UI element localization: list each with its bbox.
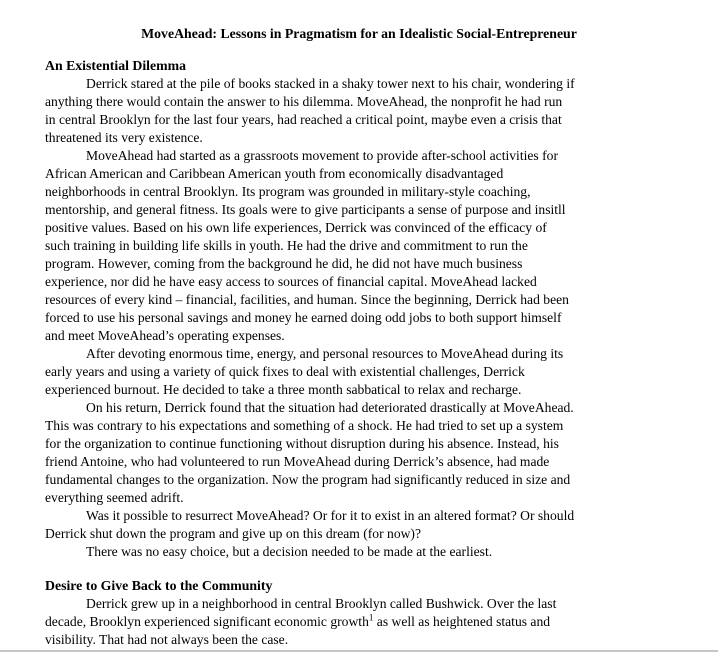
paragraph-line: early years and using a variety of quick fixes to deal with existential challenges, Derrick xyxy=(45,364,525,379)
paragraph-line: and meet MoveAhead’s operating expenses. xyxy=(45,328,285,343)
paragraph-line: After devoting enormous time, energy, and personal resources to MoveAhead during its xyxy=(86,346,564,361)
paragraph-line: anything there would contain the answer to his dilemma. MoveAhead, the nonprofit he had run xyxy=(45,94,563,109)
paragraph-line: MoveAhead had started as a grassroots movement to provide after-school activities for xyxy=(86,148,558,163)
paragraph-line: such training in building life skills in youth. He had the drive and commitment to run the xyxy=(45,238,528,253)
paragraph-line: forced to use his personal savings and money he earned doing odd jobs to both support himself xyxy=(45,310,562,325)
paragraph-line: Was it possible to resurrect MoveAhead? Or for it to exist in an altered format? Or should xyxy=(86,508,575,523)
paragraph-line: Derrick stared at the pile of books stacked in a shaky tower next to his chair, wondering if xyxy=(86,76,575,91)
paragraph-line: This was contrary to his expectations and something of a shock. He had tried to set up a system xyxy=(45,418,564,433)
paragraph-line: in central Brooklyn for the last four years, had reached a critical point, maybe even a crisis that xyxy=(45,112,562,127)
paragraph-line: everything seemed adrift. xyxy=(45,490,184,505)
footnote-marker: 1 xyxy=(368,612,374,623)
paragraph-line: experienced burnout. He decided to take a three month sabbatical to relax and recharge. xyxy=(45,382,522,397)
paragraph xyxy=(45,507,673,543)
paragraph xyxy=(45,399,673,507)
paragraph-line: visibility. That had not always been the case. xyxy=(45,632,289,647)
paragraph-line: African American and Caribbean American youth from economically disadvantaged xyxy=(45,166,504,181)
paragraph-line: threatened its very existence. xyxy=(45,130,203,145)
paragraph-line: Derrick shut down the program and give up on this dream (for now)? xyxy=(45,526,421,541)
paragraph-line: There was no easy choice, but a decision needed to be made at the earliest. xyxy=(86,544,493,559)
section-give-back-community xyxy=(45,577,673,649)
section-existential-dilemma xyxy=(45,57,673,561)
paragraph xyxy=(45,75,673,147)
paragraph-line: positive values. Based on his own life experiences, Derrick was convinced of the efficacy of xyxy=(45,220,547,235)
paragraph-line: resources of every kind – financial, facilities, and human. Since the beginning, Derrick had been xyxy=(45,292,569,307)
paragraph-text: decade, Brooklyn experienced significant economic growth xyxy=(45,614,369,629)
section-heading: Desire to Give Back to the Community xyxy=(45,578,273,593)
paragraph-line: mentorship, and general fitness. Its goals were to give participants a sense of purpose and insitll xyxy=(45,202,566,217)
document-title: MoveAhead: Lessons in Pragmatism for an Idealistic Social-Entrepreneur xyxy=(141,26,577,41)
paragraph-text: as well as heightened status and xyxy=(376,614,551,629)
paragraph xyxy=(45,147,673,345)
paragraph-line: for the organization to continue functioning without disruption during his absence. Instead, his xyxy=(45,436,559,451)
paragraph-line: experience, nor did he have easy access to sources of financial capital. MoveAhead lacked xyxy=(45,274,537,289)
paragraph-line: neighborhoods in central Brooklyn. Its program was grounded in military-style coaching, xyxy=(45,184,531,199)
paragraph xyxy=(45,345,673,399)
paragraph xyxy=(45,543,673,561)
paragraph-line: friend Antoine, who had volunteered to run MoveAhead during Derrick’s absence, had made xyxy=(45,454,550,469)
paragraph-line xyxy=(45,613,673,631)
paragraph-line: program. However, coming from the background he did, he did not have much business xyxy=(45,256,523,271)
paragraph-line: On his return, Derrick found that the situation had deteriorated drastically at MoveAhead. xyxy=(86,400,574,415)
paragraph-line: Derrick grew up in a neighborhood in central Brooklyn called Bushwick. Over the last xyxy=(86,596,557,611)
paragraph xyxy=(45,595,673,649)
page-bottom-divider xyxy=(0,650,718,652)
section-heading: An Existential Dilemma xyxy=(45,58,187,73)
paragraph-line: fundamental changes to the organization. Now the program had significantly reduced in size and xyxy=(45,472,571,487)
